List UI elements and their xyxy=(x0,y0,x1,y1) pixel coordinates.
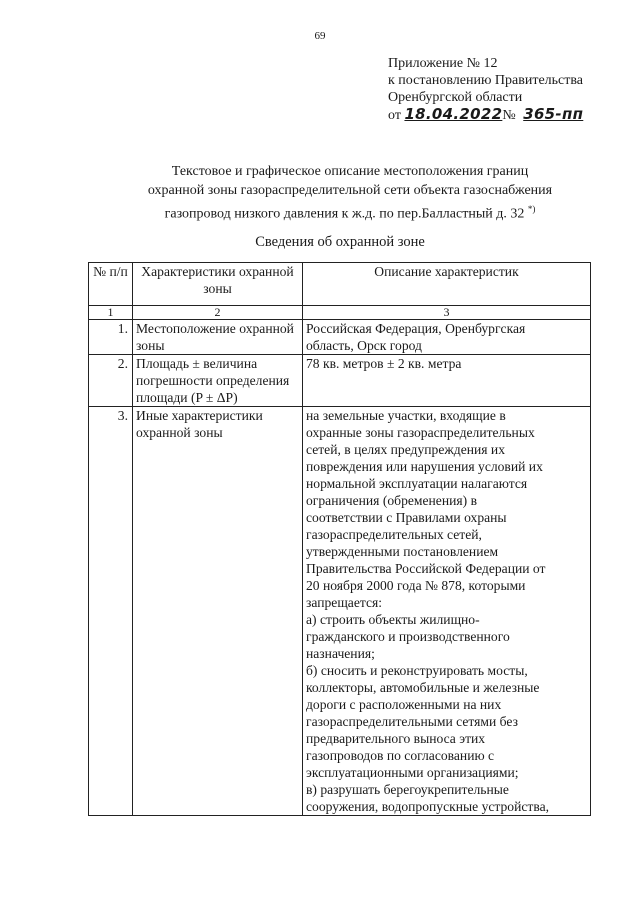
handwritten-date: 18.04.2022 xyxy=(404,105,503,123)
appendix-line-3: Оренбургской области xyxy=(388,90,523,105)
title-line-3 xyxy=(0,200,640,224)
description-line: запрещается: xyxy=(306,595,383,610)
header-number: № п/п xyxy=(89,263,133,306)
header-description: Описание характеристик xyxy=(303,263,591,306)
description-line: Правительства Российской Федерации от xyxy=(306,561,546,576)
row-description xyxy=(303,355,591,407)
description-line: гражданского и производственного xyxy=(306,629,510,644)
handwritten-number: 365-пп xyxy=(523,105,584,123)
description-line: эксплуатационными организациями; xyxy=(306,765,519,780)
document-title xyxy=(0,162,640,224)
header-characteristics: Характеристики охранной зоны xyxy=(133,263,303,306)
description-line: охранные зоны газораспределительных xyxy=(306,425,535,440)
description-line: газораспределительных сетей, xyxy=(306,527,482,542)
index-cell: 3 xyxy=(303,306,591,320)
section-title: Сведения об охранной зоне xyxy=(255,234,425,250)
date-prefix: от xyxy=(388,108,401,123)
index-cell: 2 xyxy=(133,306,303,320)
row-characteristic: Иные характеристики охранной зоны xyxy=(133,407,303,816)
table-header-row xyxy=(89,263,591,306)
description-line: б) сносить и реконструировать мосты, xyxy=(306,663,528,678)
title-line-3-text: газопровод низкого давления к ж.д. по пер.Балластный д. 32 xyxy=(164,206,525,222)
footnote-mark: *) xyxy=(527,204,536,214)
description-line: Российская Федерация, Оренбургская xyxy=(306,321,526,336)
table-row xyxy=(89,355,591,407)
description-line: газораспределительными сетями без xyxy=(306,714,518,729)
description-lines xyxy=(306,355,587,372)
description-line: нормальной эксплуатации налагаются xyxy=(306,476,528,491)
description-line: предварительного выноса этих xyxy=(306,731,486,746)
row-description xyxy=(303,320,591,355)
row-number: 2. xyxy=(89,355,133,407)
table-row xyxy=(89,407,591,816)
description-line: сетей, в целях предупреждения их xyxy=(306,442,505,457)
table-row xyxy=(89,320,591,355)
description-line: повреждения или нарушения условий их xyxy=(306,459,543,474)
appendix-date-line xyxy=(388,106,633,124)
row-characteristic: Площадь ± величина погрешности определения площади (P ± ΔP) xyxy=(133,355,303,407)
description-line: ограничения (обременения) в xyxy=(306,493,477,508)
title-line-2: охранной зоны газораспределительной сети объекта газоснабжения xyxy=(147,183,553,198)
description-line: сооружения, водопропускные устройства, xyxy=(306,799,550,814)
description-line: область, Орск город xyxy=(306,338,422,353)
description-lines xyxy=(306,407,587,815)
description-line: дороги с расположенными на них xyxy=(306,697,502,712)
appendix-line-2: к постановлению Правительства xyxy=(388,73,584,88)
title-line-1: Текстовое и графическое описание местоположения границ xyxy=(171,164,529,179)
table-index-row xyxy=(89,306,591,320)
row-number: 3. xyxy=(89,407,133,816)
description-line: коллекторы, автомобильные и железные xyxy=(306,680,540,695)
row-description xyxy=(303,407,591,816)
description-line: в) разрушать берегоукрепительные xyxy=(306,782,509,797)
description-line: соответствии с Правилами охраны xyxy=(306,510,507,525)
row-characteristic: Местоположение охранной зоны xyxy=(133,320,303,355)
appendix-block xyxy=(388,55,633,124)
description-line: 78 кв. метров ± 2 кв. метра xyxy=(306,356,462,371)
description-line: назначения; xyxy=(306,646,375,661)
page-number: 69 xyxy=(314,30,326,42)
description-lines xyxy=(306,320,587,354)
description-line: на земельные участки, входящие в xyxy=(306,408,506,423)
index-cell: 1 xyxy=(89,306,133,320)
appendix-line-1: Приложение № 12 xyxy=(388,56,498,71)
description-line: 20 ноября 2000 года № 878, которыми xyxy=(306,578,526,593)
description-line: утвержденными постановлением xyxy=(306,544,499,559)
description-line: газопроводов по согласованию с xyxy=(306,748,495,763)
protection-zone-table xyxy=(88,262,591,816)
description-line: а) строить объекты жилищно- xyxy=(306,612,480,627)
row-number: 1. xyxy=(89,320,133,355)
number-sign: № xyxy=(502,108,516,123)
